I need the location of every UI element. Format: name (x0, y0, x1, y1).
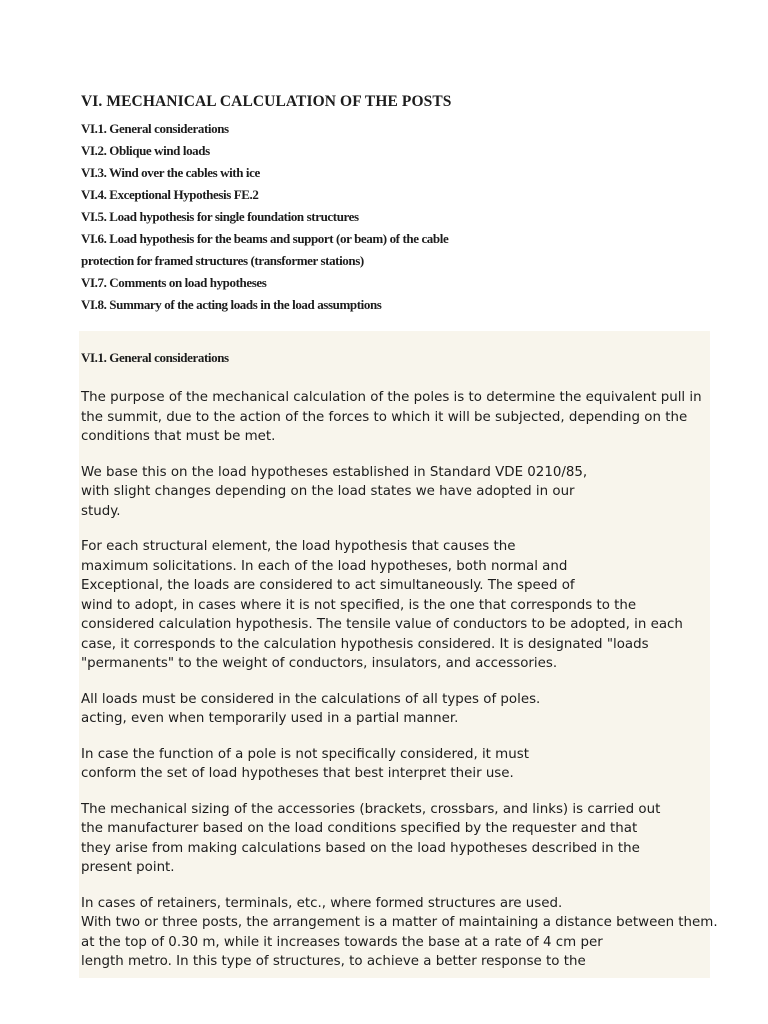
text-line: With two or three posts, the arrangement is a matter of maintaining a distance between them. (81, 915, 718, 930)
text-line: In case the function of a pole is not specifically considered, it must (81, 746, 529, 762)
paragraph (81, 745, 741, 784)
toc-item: VI.6. Load hypothesis for the beams and support (or beam) of the cable (81, 231, 449, 246)
toc-item: VI.2. Oblique wind loads (81, 143, 210, 158)
text-line: conditions that must be met. (81, 429, 276, 444)
paragraph (81, 800, 741, 878)
text-line: conform the set of load hypotheses that best interpret their use. (81, 766, 514, 781)
text-line: "permanents" to the weight of conductors, insulators, and accessories. (81, 656, 558, 671)
toc-item: VI.1. General considerations (81, 121, 229, 136)
text-line: case, it corresponds to the calculation hypothesis considered. It is designated "loads (81, 636, 649, 652)
document-title: VI. MECHANICAL CALCULATION OF THE POSTS (81, 93, 452, 110)
text-line: We base this on the load hypotheses established in Standard VDE 0210/85, (81, 464, 588, 480)
text-line: The purpose of the mechanical calculation of the poles is to determine the equivalent pull in (81, 390, 702, 405)
text-line: maximum solicitations. In each of the load hypotheses, both normal and (81, 558, 568, 574)
toc-item: VI.7. Comments on load hypotheses (81, 275, 267, 290)
paragraph (81, 463, 741, 522)
paragraph (81, 894, 741, 972)
text-line: present point. (81, 860, 175, 875)
text-line: study. (81, 503, 121, 519)
text-line: In cases of retainers, terminals, etc., where formed structures are used. (81, 895, 563, 911)
paragraph (81, 388, 741, 447)
paragraph (81, 537, 741, 674)
text-line: All loads must be considered in the calculations of all types of poles. (81, 691, 541, 707)
text-line: wind to adopt, in cases where it is not specified, is the one that corresponds to the (81, 597, 637, 613)
text-line: with slight changes depending on the load states we have adopted in our (81, 484, 575, 499)
section-panel (79, 331, 718, 978)
toc-item: VI.5. Load hypothesis for single foundation structures (81, 209, 359, 224)
text-line: acting, even when temporarily used in a partial manner. (81, 711, 459, 726)
toc-item: VI.4. Exceptional Hypothesis FE.2 (81, 187, 259, 202)
text-line: Exceptional, the loads are considered to act simultaneously. The speed of (81, 578, 575, 593)
text-line: For each structural element, the load hypothesis that causes the (81, 539, 516, 554)
paragraph (81, 690, 741, 729)
text-line: they arise from making calculations based on the load hypotheses described in the (81, 840, 640, 856)
text-line: considered calculation hypothesis. The tensile value of conductors to be adopted, in each (81, 617, 683, 632)
text-line: The mechanical sizing of the accessories (brackets, crossbars, and links) is carried out (81, 801, 661, 817)
text-line: the manufacturer based on the load conditions specified by the requester and that (81, 821, 638, 836)
text-line: length metro. In this type of structures, to achieve a better response to the (81, 954, 586, 969)
table-of-contents (81, 118, 448, 316)
section-heading: VI.1. General considerations (81, 350, 229, 365)
text-line: at the top of 0.30 m, while it increases towards the base at a rate of 4 cm per (81, 934, 603, 950)
text-line: the summit, due to the action of the forces to which it will be subjected, depending on the (81, 409, 688, 425)
section-body (81, 388, 741, 988)
toc-item: protection for framed structures (transformer stations) (81, 253, 364, 268)
toc-item: VI.3. Wind over the cables with ice (81, 165, 260, 180)
toc-item: VI.8. Summary of the acting loads in the load assumptions (81, 297, 382, 312)
